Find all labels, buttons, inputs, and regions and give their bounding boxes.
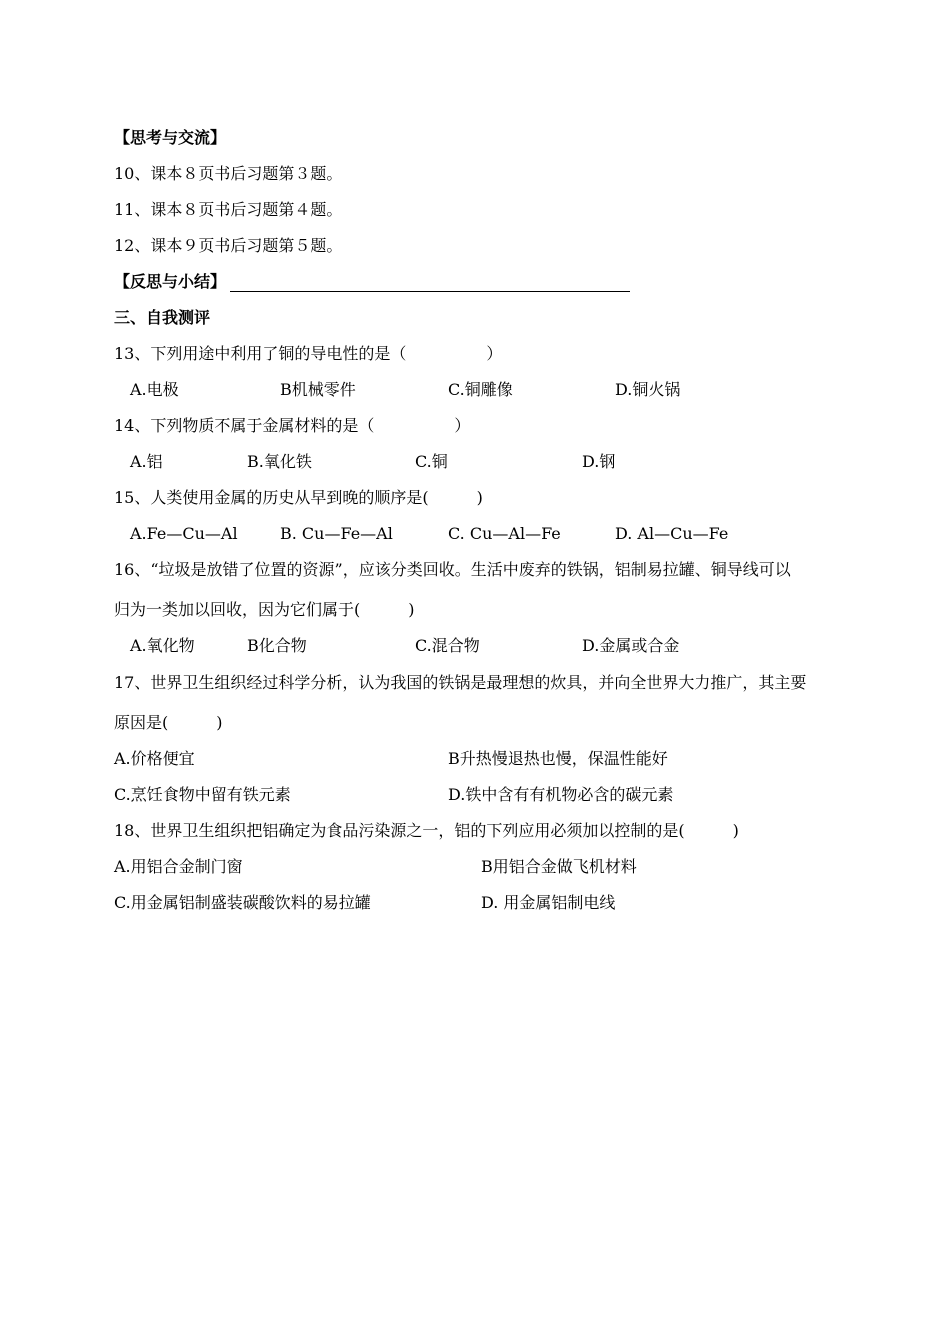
question-17-option-d: D.铁中含有有机物必含的碳元素 bbox=[448, 785, 674, 804]
question-15-option-a: A.Fe—Cu—Al bbox=[130, 524, 238, 543]
question-13-stem: 13、下列用途中利用了铜的导电性的是（ ） bbox=[114, 344, 503, 363]
question-16-option-b: B化合物 bbox=[247, 636, 307, 655]
question-16-option-a: A.氧化物 bbox=[130, 636, 195, 655]
question-17-stem-line1: 17、世界卫生组织经过科学分析，认为我国的铁锅是最理想的炊具，并向全世界大力推广，其主要 bbox=[114, 673, 807, 692]
question-15-option-c: C. Cu—Al—Fe bbox=[448, 524, 561, 543]
question-14-option-b: B.氧化铁 bbox=[247, 452, 312, 471]
question-15-stem: 15、人类使用金属的历史从早到晚的顺序是( ) bbox=[114, 488, 483, 507]
question-14-stem: 14、下列物质不属于金属材料的是（ ） bbox=[114, 416, 471, 435]
question-13-option-c: C.铜雕像 bbox=[448, 380, 513, 399]
question-18-option-d: D. 用金属铝制电线 bbox=[481, 893, 616, 912]
question-18-option-a: A.用铝合金制门窗 bbox=[114, 857, 243, 876]
question-16-option-c: C.混合物 bbox=[415, 636, 480, 655]
question-17-option-c: C.烹饪食物中留有铁元素 bbox=[114, 785, 291, 804]
question-14-option-a: A.铝 bbox=[130, 452, 163, 471]
question-17-option-b: B升热慢退热也慢，保温性能好 bbox=[448, 749, 668, 768]
question-16-stem-line1: 16、“垃圾是放错了位置的资源”，应该分类回收。生活中废弃的铁锅，铝制易拉罐、铜导线可以 bbox=[114, 560, 791, 579]
question-15-option-b: B. Cu—Fe—Al bbox=[280, 524, 393, 543]
section-reflect-heading: 【反思与小结】 bbox=[114, 272, 227, 291]
question-14-option-c: C.铜 bbox=[415, 452, 448, 471]
question-17-option-a: A.价格便宜 bbox=[114, 749, 195, 768]
question-16-stem-line2: 归为一类加以回收，因为它们属于( ) bbox=[114, 600, 415, 619]
exercise-11: 11、课本８页书后习题第４题。 bbox=[114, 200, 343, 219]
question-15-option-d: D. Al—Cu—Fe bbox=[615, 524, 729, 543]
question-18-option-b: B用铝合金做飞机材料 bbox=[481, 857, 637, 876]
section-think-heading: 【思考与交流】 bbox=[114, 128, 227, 147]
exercise-10: 10、课本８页书后习题第３题。 bbox=[114, 164, 343, 183]
section-self-test-heading: 三、自我测评 bbox=[114, 308, 211, 327]
section-reflect bbox=[114, 272, 630, 292]
exercise-12: 12、课本９页书后习题第５题。 bbox=[114, 236, 343, 255]
question-13-option-b: B机械零件 bbox=[280, 380, 356, 399]
question-17-stem-line2: 原因是( ) bbox=[114, 713, 223, 732]
reflect-answer-line bbox=[230, 273, 630, 292]
question-16-option-d: D.金属或合金 bbox=[582, 636, 680, 655]
question-18-option-c: C.用金属铝制盛装碳酸饮料的易拉罐 bbox=[114, 893, 371, 912]
question-14-option-d: D.钢 bbox=[582, 452, 616, 471]
question-13-option-a: A.电极 bbox=[130, 380, 179, 399]
question-13-option-d: D.铜火锅 bbox=[615, 380, 681, 399]
question-18-stem: 18、世界卫生组织把铝确定为食品污染源之一，铝的下列应用必须加以控制的是( ) bbox=[114, 821, 739, 840]
